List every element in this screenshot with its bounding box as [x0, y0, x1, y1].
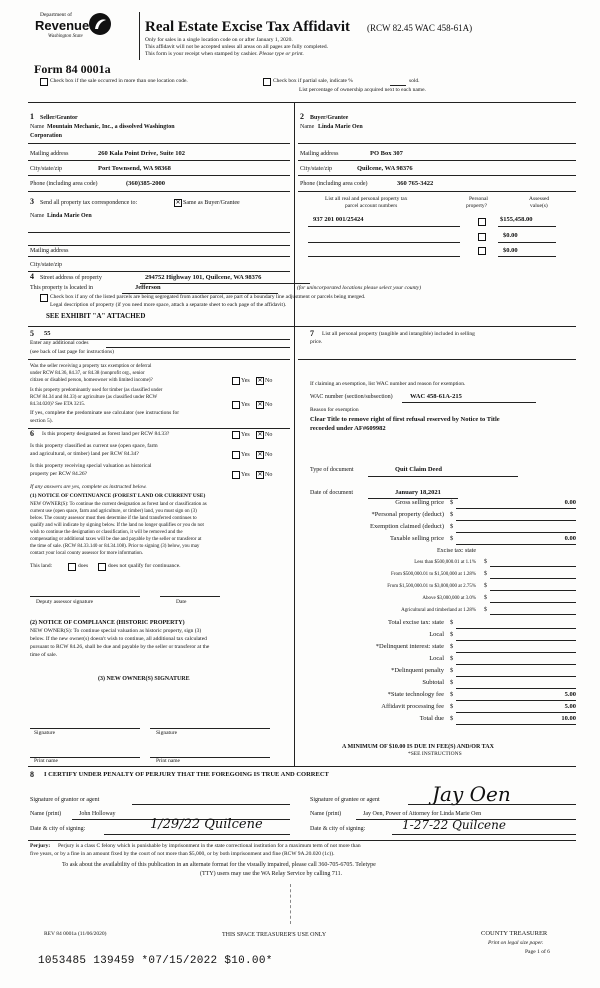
notice-line: NEW OWNER(S): To continue the current designation as forest land or classification as — [30, 502, 207, 507]
header-note-2: This affidavit will not be accepted unless all areas on all pages are fully completed. — [145, 44, 329, 50]
grantee-signature-label: Signature of grantee or agent — [310, 797, 380, 803]
location-code-value[interactable]: 55 — [44, 330, 51, 337]
dollar-sign: $ — [450, 631, 454, 638]
rule — [498, 256, 556, 257]
rule — [298, 191, 576, 192]
dollar-sign: $ — [450, 511, 454, 518]
certify-statement: I CERTIFY UNDER PENALTY OF PERJURY THAT THE FOREGOING IS TRUE AND CORRECT — [44, 771, 329, 778]
rule — [490, 590, 576, 591]
new-owner-print-name-label: Print name — [34, 758, 58, 764]
tax-bracket-label: From $500,000.01 to $1,500,000 at 1.28% — [391, 572, 476, 577]
tax-row-label: *Delinquent interest: state — [375, 643, 444, 650]
notice-line: NEW OWNER(S): To continue special valuation as historic property, sign (3) — [30, 628, 202, 634]
tax-row-label: Local — [429, 631, 444, 638]
notice-line: below. The county assessor must then determine if the land transferred continues to — [30, 516, 197, 521]
seller-name-label: Name — [30, 124, 45, 130]
minimum-due-note: A MINIMUM OF $10.00 IS DUE IN FEE(S) AND/OR TAX — [342, 744, 494, 750]
notice-line: compensating or additional taxes will be due and payable by the seller or transferor at — [30, 537, 202, 542]
rule — [456, 640, 576, 641]
dollar-sign: $ — [450, 691, 454, 698]
rule — [28, 271, 290, 272]
exhibit-reference: SEE EXHIBIT "A" ATTACHED — [46, 312, 146, 320]
seller-mailing-value[interactable]: 260 Kala Point Drive, Suite 102 — [98, 150, 186, 157]
seller-name-value: Mountain Mechanic, Inc., a dissolved Washington — [47, 124, 175, 130]
header-note-1: Only for sales in a single location code on or after January 1, 2020. — [145, 37, 293, 43]
rule — [28, 191, 290, 192]
s6-question-2b: and agricultural, or timber) land per RCW 84.34? — [30, 451, 139, 457]
personal-property-list-label-2: price. — [310, 339, 323, 345]
seller-phone-value[interactable]: (360)385-2000 — [126, 180, 165, 187]
tax-bracket-label: Agricultural and timberland at 1.28% — [401, 608, 476, 613]
notice-line: qualify and will indicate by signing below. If the land no longer qualifies or you do not — [30, 523, 204, 528]
multi-location-checkbox[interactable] — [40, 78, 48, 86]
no-label: No — [265, 452, 273, 458]
seller-mailing-label: Mailing address — [30, 151, 69, 157]
accessibility-note-2: (TTY) users may use the WA Relay Service by calling 711. — [200, 871, 343, 877]
rule — [490, 602, 576, 603]
wac-label: WAC number (section/subsection) — [310, 394, 393, 400]
land-does-not-label: does not qualify for continuance. — [108, 563, 181, 569]
excise-tax-label: Excise tax: state — [437, 548, 476, 554]
dollar-sign: $ — [484, 571, 487, 577]
grantor-date-label: Date & city of signing: — [30, 826, 86, 832]
tax-row-value[interactable]: 10.00 — [561, 715, 576, 722]
dollar-sign: $ — [450, 715, 454, 722]
header-divider — [139, 12, 140, 60]
tax-row-label: Total due — [419, 715, 444, 722]
form-title: Real Estate Excise Tax Affidavit — [145, 19, 350, 35]
grantor-date-handwritten[interactable]: 1/29/22 Quilcene — [150, 817, 263, 832]
no-label: No — [265, 472, 273, 478]
yes-label: Yes — [241, 432, 250, 438]
same-as-buyer-label: Same as Buyer/Grantee — [183, 200, 240, 206]
grantee-signature-line[interactable] — [408, 804, 576, 805]
dollar-sign: $ — [484, 583, 487, 589]
footer-divider — [290, 884, 291, 924]
section-7-number: 7 — [310, 329, 314, 338]
rule — [28, 840, 576, 841]
grantee-date-handwritten[interactable]: 1-27-22 Quilcene — [402, 818, 506, 832]
section-1-number: 1 — [30, 112, 34, 121]
tax-row-label: Gross selling price — [395, 499, 444, 506]
seller-phone-label: Phone (including area code) — [30, 181, 98, 187]
segregated-checkbox[interactable] — [40, 294, 48, 302]
personal-property-checkbox[interactable] — [478, 218, 486, 226]
rule — [28, 175, 290, 176]
tax-row-value[interactable]: 5.00 — [564, 691, 576, 698]
rule — [298, 359, 576, 360]
dollar-sign: $ — [450, 667, 454, 674]
s6-q2-no-checkbox[interactable]: ✕ — [257, 451, 263, 458]
section-5-number: 5 — [30, 329, 34, 338]
rule — [28, 359, 290, 360]
new-owner-print-name-label: Print name — [156, 758, 180, 764]
s5-calculator-note-2: section 5). — [30, 418, 53, 424]
form-number: Form 84 0001a — [34, 62, 111, 76]
dollar-sign: $ — [450, 655, 454, 662]
perjury-text-1: Perjury is a class C felony which is punishable by imprisonment in the state correctional institution for a maximum term of not more than — [58, 843, 361, 849]
s6-question-2: Is this property classified as current use (open space, farm — [30, 443, 158, 449]
s6-question-3b: property per RCW 84.26? — [30, 471, 88, 477]
rule — [28, 160, 290, 161]
tax-row-label: *State technology fee — [387, 691, 444, 698]
tax-row-value[interactable]: 5.00 — [564, 703, 576, 710]
logo-state: Washington State — [48, 34, 83, 39]
parcel-col1-header-2: parcel account numbers — [345, 203, 398, 209]
wac-value[interactable]: WAC 458-61A-215 — [410, 393, 462, 400]
unincorporated-note: (for unincorporated locations please select your county) — [297, 285, 422, 291]
rule — [30, 596, 140, 597]
personal-property-checkbox[interactable] — [478, 233, 486, 241]
accessibility-note-1: To ask about the availability of this publication in an alternate format for the visually impaired, please call 360-705-6705. Teletype — [62, 862, 376, 868]
notice-line: contact your local county assessor for more information. — [30, 551, 144, 556]
buyer-mailing-value[interactable]: PO Box 307 — [370, 150, 403, 157]
s6-q1-no-checkbox[interactable]: ✕ — [257, 431, 263, 438]
rule — [28, 232, 290, 233]
parcel-assessed-value[interactable]: $0.00 — [503, 232, 518, 239]
dollar-sign: $ — [484, 595, 487, 601]
rule — [28, 326, 576, 327]
rule — [30, 728, 140, 729]
rule — [456, 508, 576, 509]
s6-answers-note: If any answers are yes, complete as instructed below. — [30, 484, 147, 490]
deputy-signature-label: Deputy assessor signature — [36, 599, 94, 605]
parcel-assessed-value[interactable]: $155,458.00 — [500, 216, 533, 223]
section-8-number: 8 — [30, 770, 34, 779]
rule — [150, 728, 270, 729]
parcel-col2-header-2: property? — [466, 203, 488, 209]
s5-q1-no-checkbox[interactable]: ✕ — [257, 377, 263, 384]
rule — [298, 143, 576, 144]
rule — [456, 544, 576, 545]
correspondence-label: Send all property tax correspondence to: — [40, 200, 138, 206]
rule — [140, 283, 310, 284]
parcel-number[interactable]: 937 201 001/25424 — [313, 216, 364, 223]
no-label: No — [265, 378, 273, 384]
dollar-sign: $ — [450, 703, 454, 710]
s5-question-1b: under RCW 84.36, 84.37, or 84.38 (nonprofit org., senior — [30, 371, 145, 376]
parcel-assessed-value[interactable]: $0.00 — [503, 247, 518, 254]
rule — [106, 347, 290, 348]
street-label: Street address of property — [40, 275, 102, 281]
grantee-name-label: Name (print) — [310, 811, 342, 817]
rule — [368, 476, 518, 477]
notice-line: time of sale. — [30, 652, 58, 658]
street-value[interactable]: 294752 Highway 101, Quilcene, WA 98376 — [145, 274, 262, 281]
rule — [456, 700, 576, 701]
notice-line: the time of sale. (RCW 84.33.140 or 84.34.108). Prior to signing (3) below, you may — [30, 544, 200, 549]
rule — [456, 688, 576, 689]
buyer-name-label: Name — [300, 124, 315, 130]
buyer-city-label: City/state/zip — [300, 166, 332, 172]
yes-label: Yes — [241, 452, 250, 458]
partial-percent-line[interactable] — [390, 85, 406, 86]
logo-revenue: Revenue — [35, 18, 90, 33]
logo-dept-line: Department of — [40, 12, 72, 18]
dollar-sign: $ — [450, 535, 454, 542]
grantor-signature-label: Signature of grantor or agent — [30, 797, 100, 803]
located-label: This property is located in — [30, 285, 93, 291]
rule — [490, 614, 576, 615]
land-does-not-checkbox[interactable] — [98, 563, 106, 571]
dollar-sign: $ — [450, 643, 454, 650]
seller-heading: Seller/Grantor — [40, 115, 78, 121]
rule — [456, 652, 576, 653]
buyer-phone-value[interactable]: 360 765-3422 — [397, 180, 434, 187]
new-owner-signature-label: Signature — [34, 730, 56, 736]
tax-row-label: *Delinquent penalty — [391, 667, 444, 674]
s6-question-3: Is this property receiving special valuation as historical — [30, 463, 152, 469]
tax-row-label: Subtotal — [422, 679, 444, 686]
percent-note: List percentage of ownership acquired next to each name. — [299, 87, 426, 93]
correspondence-mailing-label: Mailing address — [30, 248, 69, 254]
rule — [456, 664, 576, 665]
buyer-city-value[interactable]: Quilcene, WA 98376 — [357, 165, 413, 172]
codes-note: (see back of last page for instructions) — [30, 349, 114, 355]
rule — [28, 102, 576, 103]
s5-question-2: Is this property predominantly used for timber (as classified under — [30, 388, 163, 393]
this-land-label: This land: — [30, 563, 53, 569]
rule — [402, 402, 536, 403]
correspondence-name-label: Name — [30, 213, 45, 219]
legal-description-label: Legal description of property (if you need more space, attach a separate sheet to each page of the affidavit). — [50, 302, 287, 308]
personal-property-checkbox[interactable] — [478, 247, 486, 255]
rule — [308, 256, 460, 257]
seller-city-value[interactable]: Port Townsend, WA 98368 — [98, 165, 171, 172]
multi-location-label: Check box if the sale occurred in more than one location code. — [50, 78, 188, 84]
s5-question-1c: citizen or disabled person, homeowner with limited income)? — [30, 378, 153, 383]
rule — [490, 566, 576, 567]
logo-emblem-icon — [88, 12, 112, 36]
tax-bracket-label: Less than $500,000.01 at 1.1% — [414, 560, 476, 565]
tax-bracket-label: Above $3,000,000 at 3.0% — [422, 596, 476, 601]
rule — [498, 226, 556, 227]
rule — [28, 428, 290, 429]
rule — [298, 175, 576, 176]
dollar-sign: $ — [450, 523, 454, 530]
deputy-date-label: Date — [176, 599, 187, 605]
s5-question-2c: 84.34.020)? See ETA 3215. — [30, 402, 86, 407]
rule — [490, 578, 576, 579]
seller-city-label: City/state/zip — [30, 166, 62, 172]
grantor-name-label: Name (print) — [30, 811, 62, 817]
land-does-label: does — [78, 563, 89, 569]
tax-row-label: *Personal property (deduct) — [371, 511, 444, 518]
rule — [104, 834, 290, 835]
correspondence-name-value: Linda Marie Oen — [47, 213, 92, 219]
parcel-col3-header: Assessed — [529, 196, 550, 202]
rule — [308, 242, 460, 243]
yes-label: Yes — [241, 472, 250, 478]
parcel-col1-header: List all real and personal property tax — [325, 196, 408, 202]
legal-paper-note: Print on legal size paper. — [488, 940, 544, 946]
new-owner-signature-heading: (3) NEW OWNER(S) SIGNATURE — [98, 676, 190, 682]
page-number: Page 1 of 6 — [525, 949, 550, 955]
tax-row-label: Exemption claimed (deduct) — [369, 523, 444, 530]
notice-line: pursuant to RCW 84.26, shall be due and payable by the seller or transferor at the — [30, 644, 210, 650]
grantee-name-value[interactable]: Jay Oen, Power of Attorney for Linda Marie Oen — [363, 811, 482, 817]
dollar-sign: $ — [450, 499, 454, 506]
buyer-heading: Buyer/Grantee — [310, 115, 349, 121]
grantee-signature-handwritten[interactable]: Jay Oen — [432, 782, 511, 806]
rule — [28, 143, 290, 144]
section-3-number: 3 — [30, 197, 34, 206]
document-type-label: Type of document — [310, 467, 354, 473]
s6-q1-yes-checkbox[interactable] — [232, 431, 240, 439]
tax-row-value[interactable]: 0.00 — [564, 535, 576, 542]
rule — [498, 242, 556, 243]
tax-row-label: Local — [429, 655, 444, 662]
parcel-col3-header-2: value(s) — [530, 203, 548, 209]
rule — [28, 256, 290, 257]
exemption-reason-line-1[interactable]: Clear Title to remove right of first refusal reserved by Notice to Title — [310, 416, 500, 423]
segregated-label: Check box if any of the listed parcels are being segregated from another parcel, are part of a boundary line adjustment or parcels being merged. — [50, 294, 366, 300]
rule — [456, 712, 576, 713]
tax-row-label: Affidavit processing fee — [381, 703, 444, 710]
s6-question-1: Is this property designated as forest land per RCW 84.33? — [42, 431, 170, 437]
form-revision: REV 84 0001a (11/06/2020) — [44, 931, 107, 937]
notice-line: wish to continue the designation or classification, it will be removed and the — [30, 530, 183, 535]
dollar-sign: $ — [450, 679, 454, 686]
treasurer-use-only: THIS SPACE TREASURER'S USE ONLY — [222, 932, 327, 938]
s6-q2-yes-checkbox[interactable] — [232, 451, 240, 459]
column-divider — [294, 102, 295, 326]
correspondence-city-label: City/state/zip — [30, 262, 62, 268]
new-owner-signature-label: Signature — [156, 730, 178, 736]
dollar-sign: $ — [450, 619, 454, 626]
s5-q2-no-checkbox[interactable]: ✕ — [257, 401, 263, 408]
land-does-checkbox[interactable] — [68, 563, 76, 571]
yes-label: Yes — [241, 402, 250, 408]
s5-calculator-note: If yes, complete the predominate use calculator (see instructions for — [30, 410, 180, 416]
s5-question-1: Was the seller receiving a property tax exemption or deferral — [30, 364, 152, 369]
tax-bracket-label: From $1,500,000.01 to $3,000,000 at 2.75% — [387, 584, 476, 589]
county-treasurer: COUNTY TREASURER — [481, 930, 548, 937]
grantor-signature-line[interactable] — [132, 804, 290, 805]
no-label: No — [265, 402, 273, 408]
header-note-3: This form is your receipt when stamped by cashier. Please type or print. — [145, 51, 304, 57]
same-as-buyer-checkbox[interactable]: ✕ — [175, 199, 181, 206]
grantor-name-value[interactable]: John Holloway — [79, 811, 116, 817]
tax-row-value[interactable]: 0.00 — [564, 499, 576, 506]
s5-question-2b: RCW 84.34 and 84.33) or agriculture (as classified under RCW — [30, 395, 158, 400]
notice-line: below. If the new owner(s) doesn't wish to continue, all additional tax calculated — [30, 636, 207, 642]
yes-label: Yes — [241, 378, 250, 384]
exemption-reason-label: Reason for exemption — [310, 407, 359, 413]
cashier-receipt-stamp: 1053485 139459 *07/15/2022 $10.00* — [38, 955, 273, 967]
rule — [456, 532, 576, 533]
s6-q3-no-checkbox[interactable]: ✕ — [257, 471, 263, 478]
column-divider — [294, 326, 295, 766]
section-4-number: 4 — [30, 272, 34, 281]
notice-line: current use (open space, farm and agriculture, or timber) land, you must sign on (3) — [30, 509, 197, 514]
notice-continuance-title: (1) NOTICE OF CONTINUANCE (FOREST LAND OR CURRENT USE) — [30, 493, 206, 499]
exemption-claim-label: If claiming an exemption, list WAC number and reason for exemption. — [310, 381, 466, 387]
rule — [456, 676, 576, 677]
section-2-number: 2 — [300, 112, 304, 121]
personal-property-list-label: List all personal property (tangible and intangible) included in selling — [322, 331, 475, 337]
parcel-col2-header: Personal — [469, 196, 488, 202]
rule — [160, 596, 220, 597]
see-instructions-note: *SEE INSTRUCTIONS — [408, 751, 462, 757]
form-title-ref: (RCW 82.45 WAC 458-61A) — [367, 23, 473, 33]
no-label: No — [265, 432, 273, 438]
buyer-phone-label: Phone (including area code) — [300, 181, 368, 187]
buyer-name-value: Linda Marie Oen — [318, 124, 363, 130]
section-6-number: 6 — [30, 429, 34, 438]
document-date-label: Date of document — [310, 490, 353, 496]
notice-compliance-title: (2) NOTICE OF COMPLIANCE (HISTORIC PROPERTY) — [30, 620, 185, 626]
s6-q3-yes-checkbox[interactable] — [232, 471, 240, 479]
partial-sale-label: Check box if partial sale, indicate % — [273, 78, 353, 84]
rule — [308, 226, 460, 227]
partial-sold-label: sold. — [409, 78, 420, 84]
buyer-mailing-label: Mailing address — [300, 151, 339, 157]
dollar-sign: $ — [484, 559, 487, 565]
exemption-reason-line-2[interactable]: recorded under AF#609982 — [310, 425, 386, 432]
rule — [456, 628, 576, 629]
s5-q2-yes-checkbox[interactable] — [232, 401, 240, 409]
rule — [456, 520, 576, 521]
tax-row-label: Taxable selling price — [389, 535, 444, 542]
s5-q1-yes-checkbox[interactable] — [232, 377, 240, 385]
perjury-text-2: five years, or by a fine in an amount fixed by the court of not more than $5,000, or by both imprisonment and fine (RCW 9A.20.020 (1c)). — [30, 851, 335, 857]
dollar-sign: $ — [484, 607, 487, 613]
perjury-title: Perjury: — [30, 843, 51, 849]
rule — [28, 766, 576, 767]
rule — [392, 834, 576, 835]
document-type-value[interactable]: Quit Claim Deed — [395, 466, 442, 473]
rule — [298, 160, 576, 161]
rule — [456, 724, 576, 725]
codes-label: Enter any additional codes — [30, 340, 89, 346]
partial-sale-checkbox[interactable] — [263, 78, 271, 86]
seller-name-value-2: Corporation — [30, 133, 62, 139]
document-date-value[interactable]: January 18,2021 — [395, 489, 441, 496]
tax-row-label: Total excise tax: state — [387, 619, 444, 626]
rule — [28, 245, 290, 246]
grantee-date-label: Date & city of signing: — [310, 826, 366, 832]
located-value[interactable]: Jefferson — [135, 284, 161, 291]
